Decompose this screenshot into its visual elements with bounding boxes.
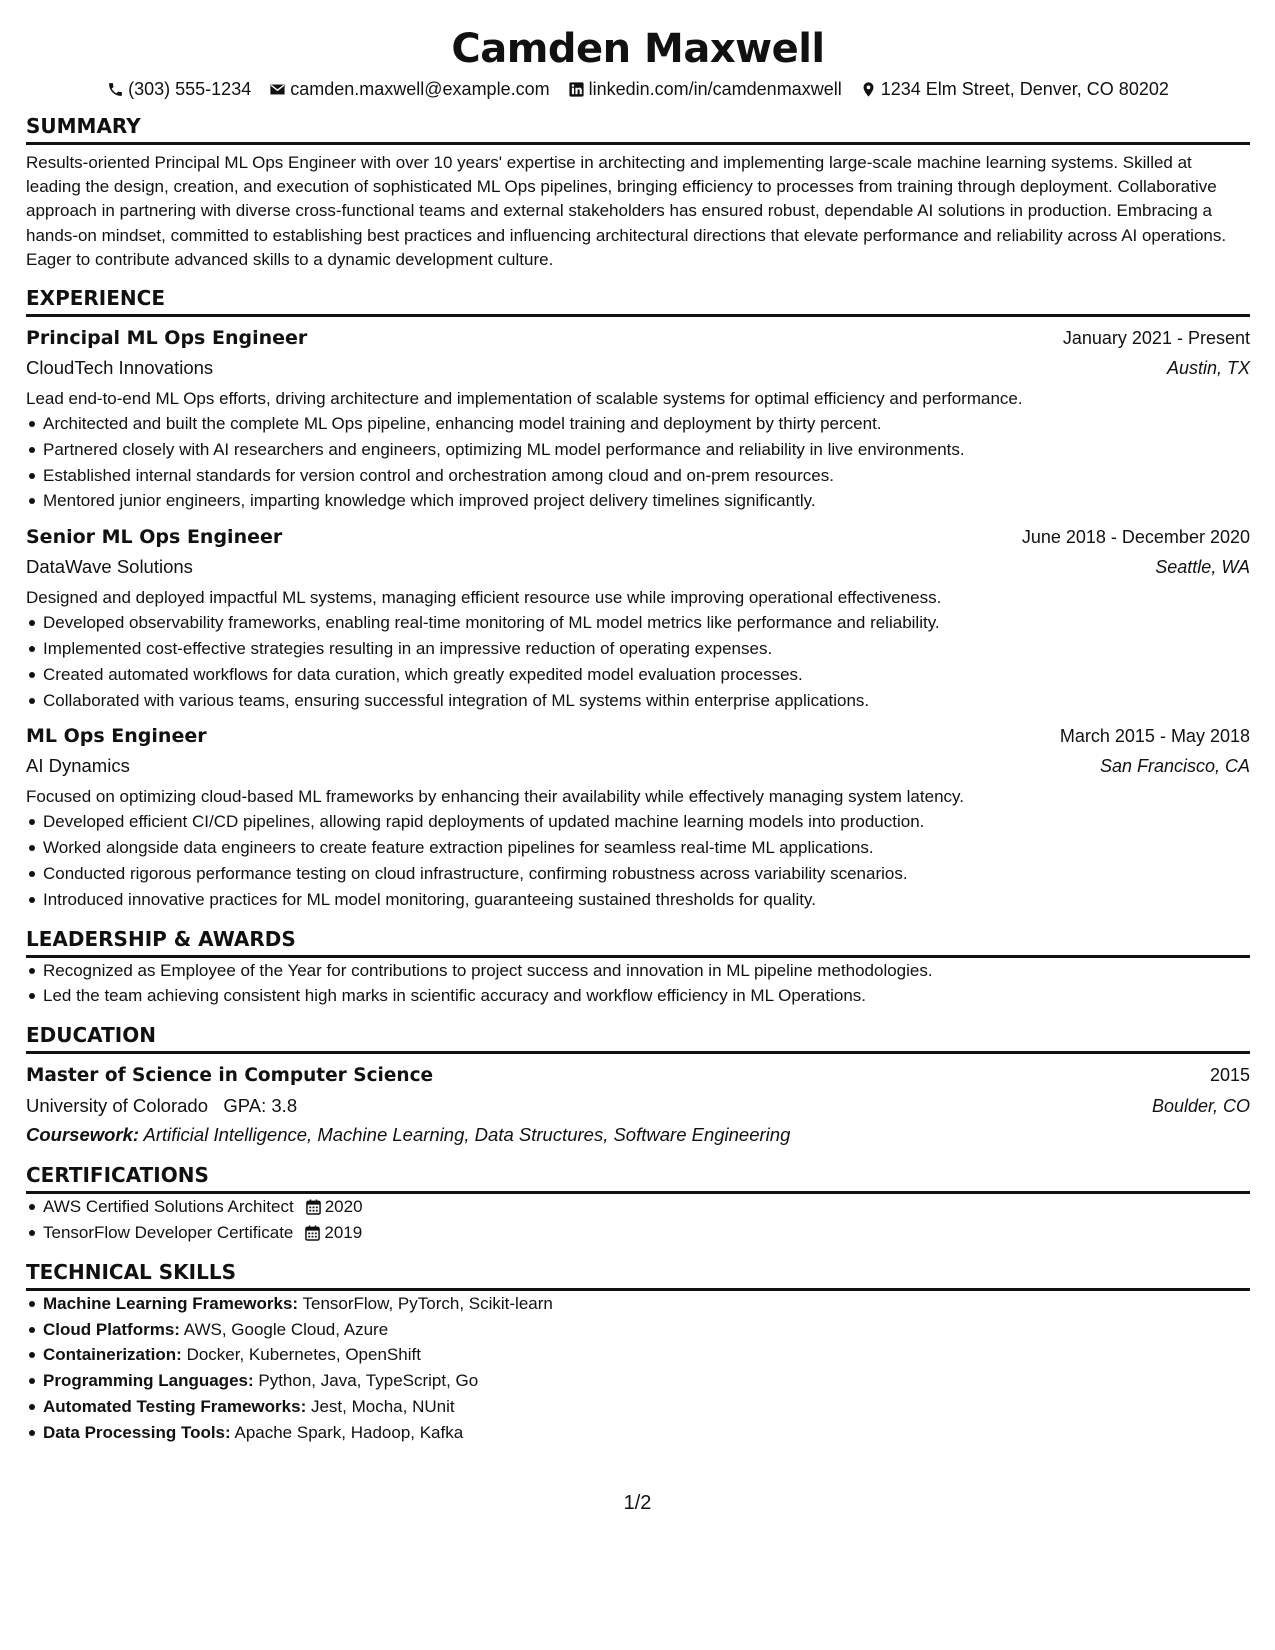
page-number: 1/2 (623, 1492, 652, 1514)
phone-icon (107, 81, 124, 98)
job-title: ML Ops Engineer (26, 725, 207, 748)
skill-item (43, 1317, 1250, 1343)
coursework (26, 1121, 1250, 1149)
job-bullet: Established internal standards for version control and orchestration among cloud and on-prem resources. (43, 463, 1250, 489)
skill-label: Automated Testing Frameworks: (43, 1396, 307, 1416)
job-bullet: Partnered closely with AI researchers and engineers, optimizing ML model performance and reliability in live environments. (43, 437, 1250, 463)
cert-item (43, 1220, 1250, 1246)
coursework-label: Coursework: (26, 1124, 140, 1146)
certifications-section (26, 1163, 1250, 1246)
job-bullet: Introduced innovative practices for ML model monitoring, guaranteeing sustained thresholds for quality. (43, 887, 1250, 913)
graduation-year: 2015 (1209, 1065, 1250, 1086)
job-bullet: Architected and built the complete ML Ops pipeline, enhancing model training and deployment by thirty percent. (43, 411, 1250, 437)
cert-name: AWS Certified Solutions Architect (43, 1197, 294, 1217)
skill-value: Apache Spark, Hadoop, Kafka (234, 1422, 464, 1442)
job-entry (26, 323, 1250, 514)
skill-value: Python, Java, TypeScript, Go (258, 1371, 479, 1391)
section-title-certifications: CERTIFICATIONS (26, 1163, 1250, 1194)
job-bullets (26, 610, 1250, 713)
section-title-experience: EXPERIENCE (26, 286, 1250, 317)
job-bullet: Conducted rigorous performance testing on cloud infrastructure, confirming robustness across variability scenarios. (43, 861, 1250, 887)
degree-title: Master of Science in Computer Science (26, 1065, 434, 1087)
school-info (26, 1091, 297, 1121)
contact-email[interactable] (269, 78, 549, 100)
cert-year: 2019 (324, 1222, 363, 1242)
skill-value: AWS, Google Cloud, Azure (183, 1319, 389, 1339)
skill-item (43, 1342, 1250, 1368)
cert-list (26, 1194, 1250, 1246)
section-title-leadership: LEADERSHIP & AWARDS (26, 927, 1250, 958)
cert-year: 2020 (324, 1197, 363, 1217)
calendar-icon (306, 1199, 321, 1215)
leadership-section (26, 927, 1250, 1010)
award-item: Recognized as Employee of the Year for contributions to project success and innovation in ML pipeline methodologies. (43, 958, 1250, 984)
section-title-education: EDUCATION (26, 1023, 1250, 1054)
skills-section (26, 1260, 1250, 1446)
map-pin-icon (860, 81, 877, 98)
skill-item (43, 1394, 1250, 1420)
job-location: San Francisco, CA (1099, 756, 1250, 777)
skill-label: Containerization: (43, 1345, 182, 1365)
section-title-skills: TECHNICAL SKILLS (26, 1260, 1250, 1291)
job-entry (26, 721, 1250, 912)
cert-name: TensorFlow Developer Certificate (43, 1222, 294, 1242)
award-item: Led the team achieving consistent high marks in scientific accuracy and workflow efficiency in ML Operations. (43, 983, 1250, 1009)
company-name: DataWave Solutions (26, 556, 193, 578)
contact-phone[interactable] (107, 78, 251, 100)
job-description: Lead end-to-end ML Ops efforts, driving architecture and implementation of scalable systems for optimal efficiency and performance. (26, 389, 1023, 409)
calendar-icon (305, 1225, 320, 1241)
contact-linkedin[interactable] (568, 78, 842, 100)
company-name: CloudTech Innovations (26, 357, 214, 379)
resume-page (26, 0, 1250, 1446)
contact-address (860, 78, 1169, 100)
award-list (26, 958, 1250, 1010)
section-title-summary: SUMMARY (26, 114, 1250, 145)
skill-value: TensorFlow, PyTorch, Scikit-learn (302, 1293, 553, 1313)
job-title: Principal ML Ops Engineer (26, 327, 308, 350)
skill-item (43, 1291, 1250, 1317)
job-dates: June 2018 - December 2020 (1021, 527, 1250, 548)
candidate-name: Camden Maxwell (451, 26, 825, 72)
email-text: camden.maxwell@example.com (290, 79, 550, 99)
skill-value: Jest, Mocha, NUnit (310, 1396, 455, 1416)
job-bullet: Developed efficient CI/CD pipelines, allowing rapid deployments of updated machine learning models into production. (43, 809, 1250, 835)
experience-section (26, 286, 1250, 913)
summary-text: Results-oriented Principal ML Ops Engineer with over 10 years' expertise in architecting and implementing large-scale machine learning systems. Skilled at leading the design, creation, and execution of sophisticated ML Ops pipelines, bringing efficiency to processes from training through deployment. Collaborative approach in partnering with diverse cross-functional teams and external stakeholders has ensured robust, dependable AI solutions in production. Embracing a hands-on mindset, committed to establishing best practices and influencing architectural directions that elevate performance and reliability across AI operations. Eager to contribute advanced skills to a dynamic development culture. (26, 153, 1227, 269)
job-bullet: Developed observability frameworks, enabling real-time monitoring of ML model metrics like performance and reliability. (43, 610, 1250, 636)
phone-text: (303) 555-1234 (128, 79, 252, 99)
job-bullet: Worked alongside data engineers to create feature extraction pipelines for seamless real-time ML applications. (43, 835, 1250, 861)
job-location: Austin, TX (1166, 358, 1250, 379)
job-title: Senior ML Ops Engineer (26, 526, 283, 549)
job-description: Designed and deployed impactful ML systems, managing efficient resource use while improving operational effectiveness. (26, 588, 942, 608)
education-section (26, 1023, 1250, 1149)
skill-value: Docker, Kubernetes, OpenShift (186, 1345, 421, 1365)
school-name: University of Colorado (26, 1095, 208, 1117)
linkedin-text: linkedin.com/in/camdenmaxwell (588, 79, 842, 99)
skill-label: Programming Languages: (43, 1371, 254, 1391)
job-entry (26, 522, 1250, 713)
cert-item (43, 1194, 1250, 1220)
linkedin-icon (568, 81, 585, 98)
job-description: Focused on optimizing cloud-based ML frameworks by enhancing their availability while effectively managing system latency. (26, 787, 964, 807)
job-bullets (26, 809, 1250, 912)
skill-label: Machine Learning Frameworks: (43, 1293, 299, 1313)
job-dates: January 2021 - Present (1062, 328, 1250, 349)
skill-item (43, 1368, 1250, 1394)
job-bullet: Mentored junior engineers, imparting knowledge which improved project delivery timelines significantly. (43, 488, 1250, 514)
company-name: AI Dynamics (26, 755, 130, 777)
summary-section (26, 114, 1250, 272)
job-bullet: Created automated workflows for data curation, which greatly expedited model evaluation processes. (43, 662, 1250, 688)
job-dates: March 2015 - May 2018 (1059, 726, 1250, 747)
address-text: 1234 Elm Street, Denver, CO 80202 (880, 79, 1169, 99)
job-bullet: Implemented cost-effective strategies resulting in an impressive reduction of operating expenses. (43, 636, 1250, 662)
envelope-icon (269, 81, 286, 98)
gpa: GPA: 3.8 (223, 1095, 298, 1117)
skill-label: Data Processing Tools: (43, 1422, 231, 1442)
job-location: Seattle, WA (1155, 557, 1250, 578)
job-bullets (26, 411, 1250, 514)
skill-label: Cloud Platforms: (43, 1319, 180, 1339)
skills-list (26, 1291, 1250, 1446)
job-bullet: Collaborated with various teams, ensuring successful integration of ML systems within enterprise applications. (43, 688, 1250, 714)
contact-bar (26, 78, 1250, 100)
school-location: Boulder, CO (1151, 1096, 1250, 1117)
skill-item (43, 1420, 1250, 1446)
coursework-list: Artificial Intelligence, Machine Learning, Data Structures, Software Engineering (143, 1124, 791, 1146)
